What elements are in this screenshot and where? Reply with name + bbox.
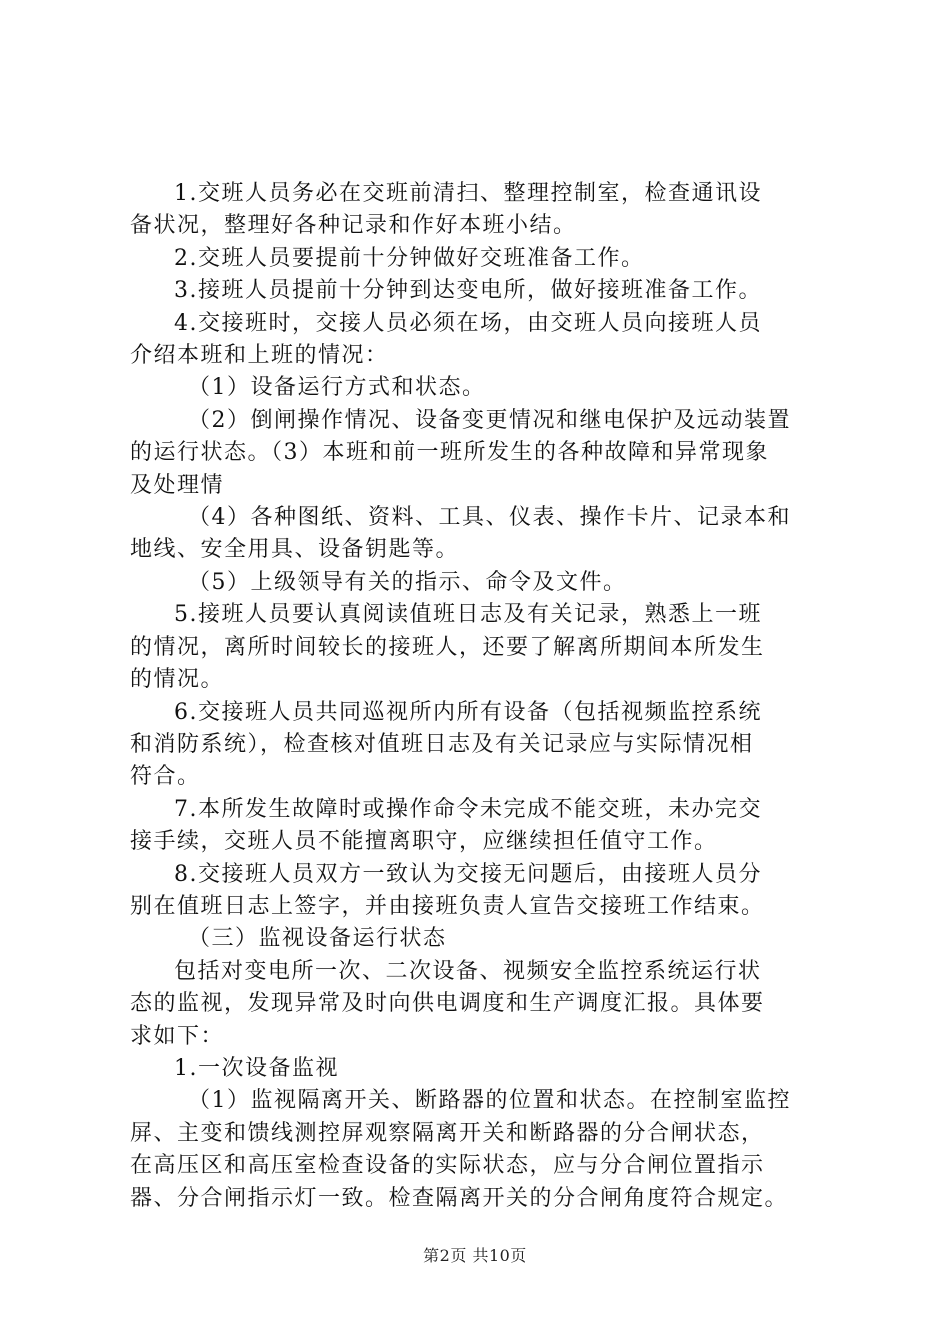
text-line: 2.交班人员要提前十分钟做好交班准备工作。 <box>174 245 645 271</box>
text-line: 地线、安全用具、设备钥匙等。 <box>130 537 460 563</box>
text-line: 4.交接班时，交接人员必须在场，由交班人员向接班人员 <box>174 310 762 336</box>
text-line: 接手续，交班人员不能擅离职守，应继续担任值守工作。 <box>130 829 718 855</box>
text-line: 6.交接班人员共同巡视所内所有设备（包括视频监控系统 <box>174 699 762 725</box>
text-line: 别在值班日志上签字，并由接班负责人宣告交接班工作结束。 <box>130 893 765 919</box>
text-line: 8.交接班人员双方一致认为交接无问题后，由接班人员分 <box>174 861 762 887</box>
text-line: （4）各种图纸、资料、工具、仪表、操作卡片、记录本和 <box>188 505 791 531</box>
text-line: 态的监视，发现异常及时向供电调度和生产调度汇报。具体要 <box>130 991 765 1017</box>
text-line: 及处理情 <box>130 472 225 498</box>
text-line: 的情况。 <box>130 667 225 693</box>
text-line: 和消防系统），检查核对值班日志及有关记录应与实际情况相 <box>130 731 754 757</box>
text-line: 包括对变电所一次、二次设备、视频安全监控系统运行状 <box>174 958 762 984</box>
text-line: 3.接班人员提前十分钟到达变电所，做好接班准备工作。 <box>174 278 762 304</box>
text-line: 5.接班人员要认真阅读值班日志及有关记录，熟悉上一班 <box>174 602 762 628</box>
text-line: 7.本所发生故障时或操作命令未完成不能交班，未办完交 <box>174 796 762 822</box>
text-line: 求如下： <box>130 1023 225 1049</box>
page-footer: 第2页 共10页 <box>423 1246 527 1265</box>
text-line: 符合。 <box>130 764 201 790</box>
text-line: 备状况，整理好各种记录和作好本班小结。 <box>130 213 577 239</box>
text-line: （1）监视隔离开关、断路器的位置和状态。在控制室监控 <box>188 1088 791 1114</box>
text-line: 器、分合闸指示灯一致。检查隔离开关的分合闸角度符合规定。 <box>130 1185 789 1211</box>
document-body <box>130 178 838 1215</box>
text-line: （三）监视设备运行状态 <box>188 926 447 952</box>
text-line: 在高压区和高压室检查设备的实际状态，应与分合闸位置指示 <box>130 1153 765 1179</box>
text-line: 的情况，离所时间较长的接班人，还要了解离所期间本所发生 <box>130 634 765 660</box>
text-line: 介绍本班和上班的情况： <box>130 343 389 369</box>
text-line: 的运行状态。（3）本班和前一班所发生的各种故障和异常现象 <box>130 440 769 466</box>
text-line: 1.一次设备监视 <box>174 1055 339 1081</box>
text-line: （5）上级领导有关的指示、命令及文件。 <box>188 569 627 595</box>
text-line: （2）倒闸操作情况、设备变更情况和继电保护及远动装置 <box>188 407 791 433</box>
text-line: （1）设备运行方式和状态。 <box>188 375 486 401</box>
text-line: 屏、主变和馈线测控屏观察隔离开关和断路器的分合闸状态， <box>130 1120 765 1146</box>
text-line: 1.交班人员务必在交班前清扫、整理控制室，检查通讯设 <box>174 181 762 206</box>
